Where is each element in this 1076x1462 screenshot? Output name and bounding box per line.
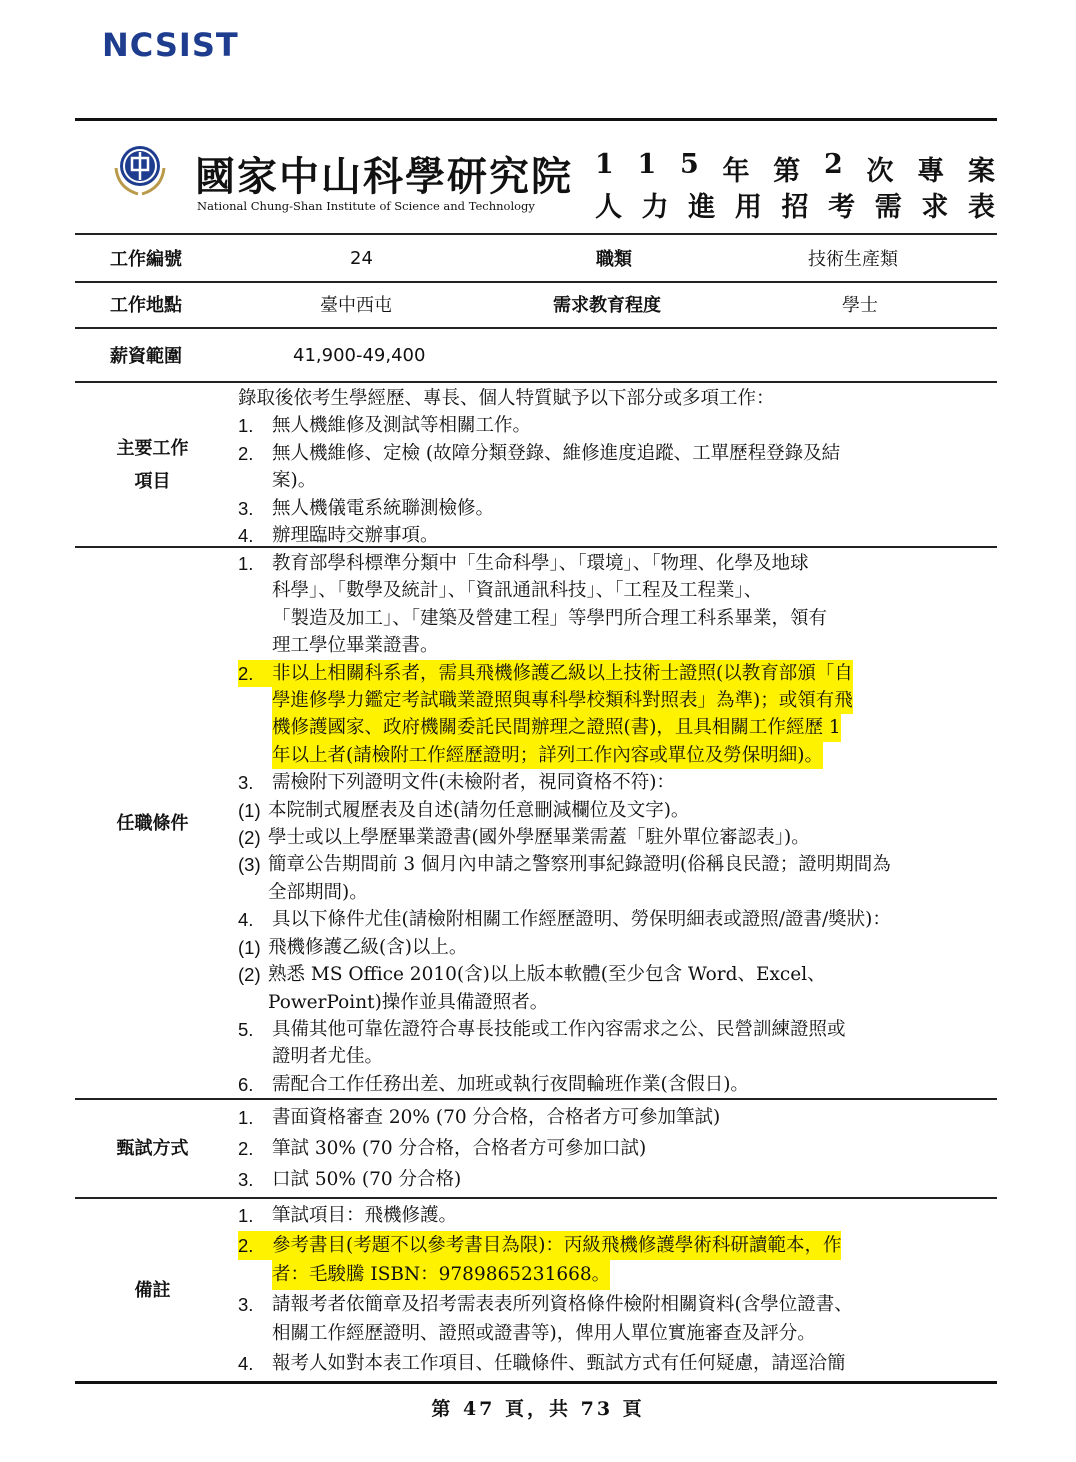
list-text: PowerPoint)操作並具備證照者。 — [268, 991, 549, 1013]
title-char: 進 — [688, 192, 716, 223]
list-text: 本院制式履歷表及自述(請勿任意刪減欄位及文字)。 — [268, 799, 690, 821]
list-text: 「製造及加工」、「建築及營建工程」等學門所合理工科系畢業，領有 — [272, 607, 828, 629]
list-line — [238, 824, 972, 851]
list-text: 具以下條件尤佳(請檢附相關工作經歷證明、勞保明細表或證照/證書/獎狀)： — [272, 909, 891, 931]
list-number: 3. — [238, 497, 254, 519]
list-text: 全部期間)。 — [268, 881, 368, 903]
list-line-continued — [238, 1260, 972, 1290]
list-line-continued — [238, 1043, 972, 1070]
title-char: 次 — [866, 156, 894, 187]
list-text: 教育部學科標準分類中「生命科學」、「環境」、「物理、化學及地球 — [272, 553, 809, 574]
list-text: 簡章公告期間前 3 個月內申請之警察刑事紀錄證明(俗稱良民證；證明期間為 — [268, 854, 891, 876]
list-line — [238, 1071, 972, 1098]
list-line-continued — [238, 714, 972, 741]
title-char: 專 — [917, 156, 945, 187]
list-number: 5. — [238, 1018, 254, 1040]
list-number: 4. — [238, 909, 254, 931]
list-line — [238, 797, 972, 824]
list-line — [238, 1102, 972, 1133]
list-number: 3. — [238, 1169, 254, 1190]
list-number: (1) — [238, 799, 261, 821]
salary-value: 41,900-49,400 — [293, 344, 426, 366]
list-number: 6. — [238, 1073, 254, 1095]
exam-content — [238, 1102, 972, 1195]
education-value: 學士 — [842, 295, 878, 316]
list-text: 非以上相關科系者，需具飛機修護乙級以上技術士證照(以教育部頒「自 — [272, 660, 853, 687]
duties-content — [238, 385, 972, 549]
list-text: 證明者尤佳。 — [272, 1046, 384, 1068]
title-char: 招 — [781, 192, 809, 223]
list-text: 無人機儀電系統聯測檢修。 — [272, 497, 495, 519]
footer-rule — [75, 1381, 997, 1384]
list-line-continued — [238, 577, 972, 604]
list-text: 無人機維修及測試等相關工作。 — [272, 415, 532, 437]
duties-label — [75, 383, 230, 546]
page-number: 第 47 頁，共 73 頁 — [431, 1398, 645, 1420]
row-main-duties — [75, 383, 997, 548]
list-text: 科學」、「數學及統計」、「資訊通訊科技」、「工程及工程業」、 — [272, 580, 763, 602]
title-char: 1 — [637, 149, 657, 180]
list-text: 需檢附下列證明文件(未檢附者，視同資格不符)： — [272, 772, 675, 794]
duties-label-line1: 主要工作 — [116, 437, 189, 459]
list-number: 2. — [238, 1231, 272, 1261]
form-header — [75, 123, 997, 231]
location-label: 工作地點 — [110, 295, 182, 316]
list-line-continued — [238, 989, 972, 1016]
row-salary — [75, 329, 997, 383]
title-char: 用 — [734, 192, 762, 223]
duties-label-line2: 項目 — [134, 470, 171, 492]
list-line-continued — [238, 879, 972, 906]
list-text: 相關工作經歷證明、證照或證書等)，俾用人單位實施審查及評分。 — [272, 1323, 816, 1344]
form-title-line1 — [595, 149, 995, 188]
row-job-number — [75, 233, 997, 283]
exam-label: 甄試方式 — [116, 1138, 189, 1159]
form-title-line2 — [595, 185, 995, 224]
education-label: 需求教育程度 — [553, 295, 661, 316]
list-text: 學士或以上學歷畢業證書(國外學歷畢業需蓋「駐外單位審認表」)。 — [268, 827, 810, 849]
location-value: 臺中西屯 — [320, 295, 392, 316]
list-line — [238, 769, 972, 796]
list-line — [238, 412, 972, 439]
list-line-continued — [238, 1319, 972, 1349]
list-text: 書面資格審查 20% (70 分合格，合格者方可參加筆試) — [272, 1107, 721, 1128]
title-char: 需 — [874, 192, 902, 223]
list-number: 1. — [238, 1107, 254, 1128]
list-line — [238, 1201, 972, 1231]
list-text: 無人機維修、定檢 (故障分類登錄、維修進度追蹤、工單歷程登錄及結 — [272, 442, 841, 464]
job-type-value: 技術生產類 — [808, 249, 898, 270]
org-name-english: National Chung-Shan Institute of Science and Technology — [197, 199, 535, 213]
list-line — [238, 961, 972, 988]
list-line — [238, 934, 972, 961]
row-requirements — [75, 548, 997, 1100]
salary-label: 薪資範圍 — [110, 346, 182, 367]
list-line-continued — [238, 467, 972, 494]
list-number: 4. — [238, 1352, 254, 1374]
list-number: (3) — [238, 854, 261, 876]
list-number: (2) — [238, 827, 261, 849]
list-number: 4. — [238, 525, 254, 547]
list-line — [238, 495, 972, 522]
list-text: 口試 50% (70 分合格) — [272, 1169, 462, 1190]
title-char: 第 — [773, 156, 801, 187]
list-line — [238, 906, 972, 933]
header-top-rule — [75, 118, 997, 121]
list-line — [238, 440, 972, 467]
list-text: 參考書目(考題不以參考書目為限)：丙級飛機修護學術科研讀範本，作 — [272, 1231, 841, 1261]
title-char: 5 — [680, 149, 699, 180]
list-number: 3. — [238, 772, 254, 794]
list-line — [238, 1016, 972, 1043]
list-line — [238, 522, 972, 549]
list-text: 熟悉 MS Office 2010(含)以上版本軟體(至少包含 Word、Excel、 — [268, 964, 826, 986]
title-char: 案 — [967, 156, 995, 187]
institute-emblem-icon — [110, 138, 170, 198]
list-line-continued — [238, 742, 972, 769]
job-type-label: 職類 — [596, 249, 632, 270]
list-line — [238, 1164, 972, 1195]
list-text: 筆試 30% (70 分合格，合格者方可參加口試) — [272, 1138, 647, 1159]
list-text: 案)。 — [272, 470, 317, 492]
job-number-value: 24 — [350, 247, 373, 269]
list-line — [238, 660, 972, 687]
requirements-label: 任職條件 — [116, 812, 189, 834]
requirements-content — [238, 550, 972, 1098]
list-text: 請報考者依簡章及招考需表表所列資格條件檢附相關資料(含學位證書、 — [272, 1293, 853, 1315]
job-number-label: 工作編號 — [110, 249, 182, 270]
list-number: 3. — [238, 1293, 254, 1315]
list-line — [238, 1349, 972, 1379]
list-text: 年以上者(請檢附工作經歷證明；詳列工作內容或單位及勞保明細)。 — [272, 742, 823, 769]
title-char: 求 — [921, 192, 949, 223]
list-text: 報考人如對本表工作項目、任職條件、甄試方式有任何疑慮，請逕洽簡 — [272, 1352, 846, 1374]
list-number: (2) — [238, 964, 261, 986]
list-text: 理工學位畢業證書。 — [272, 635, 439, 657]
notes-label: 備註 — [134, 1279, 171, 1301]
list-text: 飛機修護乙級(含)以上。 — [268, 936, 468, 958]
list-line — [238, 1133, 972, 1164]
list-number: 1. — [238, 553, 254, 574]
list-number: 1. — [238, 1205, 254, 1226]
list-text: 辦理臨時交辦事項。 — [272, 525, 439, 547]
ncsist-logo: NCSIST — [102, 26, 239, 64]
list-number: 2. — [238, 442, 254, 464]
row-notes — [75, 1199, 997, 1381]
list-text: 筆試項目：飛機修護。 — [272, 1205, 458, 1226]
list-line-continued — [238, 687, 972, 714]
list-line — [238, 1231, 972, 1261]
title-char: 2 — [823, 149, 843, 180]
list-line — [238, 1290, 972, 1320]
list-text: 者：毛駿騰 ISBN：9789865231668。 — [272, 1260, 610, 1290]
row-exam-method — [75, 1100, 997, 1199]
row-location — [75, 281, 997, 329]
title-char: 考 — [828, 192, 856, 223]
title-char: 1 — [595, 149, 614, 180]
list-number: 2. — [238, 660, 272, 687]
list-text: 具備其他可靠佐證符合專長技能或工作內容需求之公、民營訓練證照或 — [272, 1018, 846, 1040]
list-text: 學進修學力鑑定考試職業證照與專科學校類科對照表」為準)；或領有飛 — [272, 687, 853, 714]
notes-content — [238, 1201, 972, 1378]
title-char: 表 — [968, 192, 995, 223]
list-line-continued — [238, 632, 972, 659]
list-line — [238, 550, 972, 577]
title-char: 年 — [722, 156, 750, 187]
duties-intro: 錄取後依考生學經歷、專長、個人特質賦予以下部分或多項工作： — [238, 388, 775, 409]
list-number: 1. — [238, 415, 254, 437]
list-number: (1) — [238, 936, 261, 958]
list-number: 2. — [238, 1138, 254, 1159]
title-char: 力 — [641, 192, 669, 223]
list-line — [238, 851, 972, 878]
list-text: 需配合工作任務出差、加班或執行夜間輪班作業(含假日)。 — [272, 1073, 749, 1095]
org-name-chinese: 國家中山科學研究院 — [195, 153, 573, 200]
list-line-continued — [238, 605, 972, 632]
list-text: 機修護國家、政府機關委託民間辦理之證照(書)，且具相關工作經歷 1 — [272, 714, 841, 741]
title-char: 人 — [595, 192, 622, 223]
